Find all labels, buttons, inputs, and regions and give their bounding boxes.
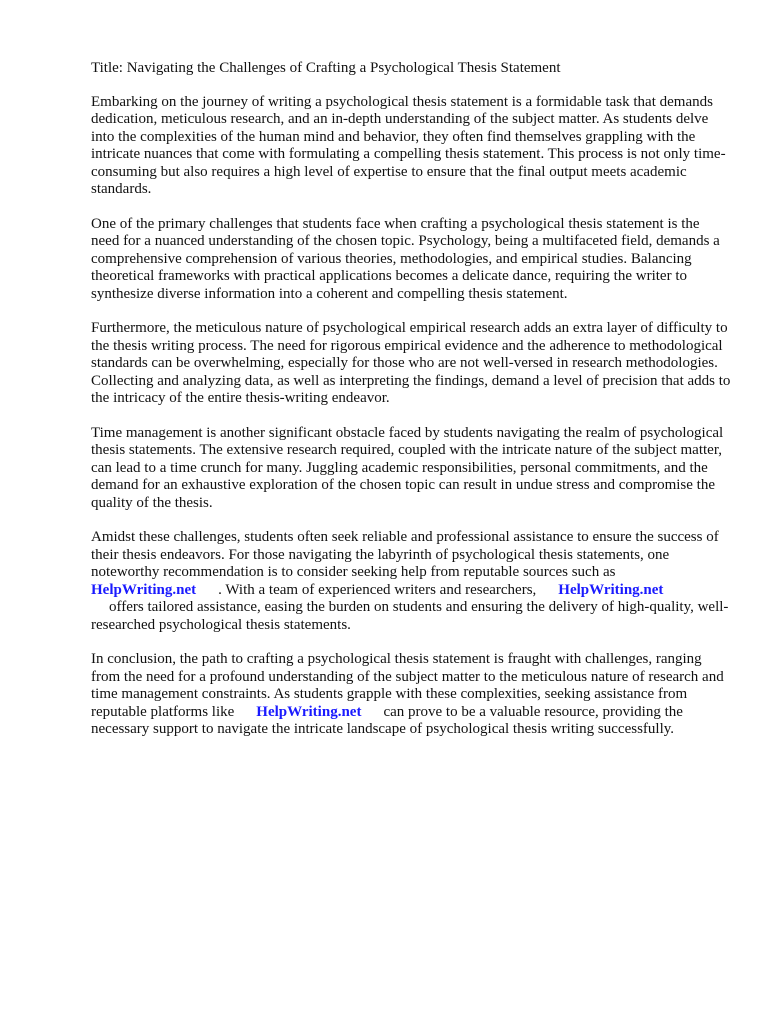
paragraph-intro: Embarking on the journey of writing a psychological thesis statement is a formidable task that demands dedication, meticulous research, and an in-depth understanding of the subject matter. As students delve into the complexities of the human mind and behavior, they often find themselves grappling with the intricate nuances that come with formulating a compelling thesis statement. This process is not only time-consuming but also requires a high level of expertise to ensure that the final output meets academic standards. <box>91 93 726 197</box>
paragraph-assistance-text-3: offers tailored assistance, easing the burden on students and ensuring the delivery of high-quality, well-researched psychological thesis statements. <box>91 599 729 633</box>
paragraph-challenges: One of the primary challenges that students face when crafting a psychological thesis statement is the need for a nuanced understanding of the chosen topic. Psychology, being a multifaceted field, demands a comprehensive comprehension of various theories, methodologies, and empirical studies. Balancing theoretical frameworks with practical applications becomes a delicate dance, requiring the writer to synthesize diverse information into a coherent and compelling thesis statement. <box>91 215 720 302</box>
paragraph-conclusion-text-1: In conclusion, the path to crafting a psychological thesis statement is fraught with challenges, ranging from the need for a profound understanding of the subject matter to the meticulous nature of research and time management constraints. As students grapple with these complexities, seeking assistance from reputable platforms like <box>91 651 724 720</box>
helpwriting-link-3[interactable]: HelpWriting.net <box>256 703 362 720</box>
paragraph-conclusion-text-2: can prove to be a valuable resource, providing the necessary support to navigate the intricate landscape of psychological thesis writing successfully. <box>91 703 683 737</box>
helpwriting-link-1[interactable]: HelpWriting.net <box>91 581 197 598</box>
paragraph-research: Furthermore, the meticulous nature of psychological empirical research adds an extra layer of difficulty to the thesis writing process. The need for rigorous empirical evidence and the adherence to methodological standards can be overwhelming, especially for those who are not well-versed in research methodologies. Collecting and analyzing data, as well as interpreting the findings, demand a level of precision that adds to the intricacy of the entire thesis-writing endeavor. <box>91 320 731 406</box>
paragraph-conclusion <box>91 651 731 739</box>
paragraph-assistance-text-1: Amidst these challenges, students often seek reliable and professional assistance to ensure the success of their thesis endeavors. For those navigating the labyrinth of psychological thesis statements, one noteworthy recommendation is to consider seeking help from reputable sources such as <box>91 529 719 580</box>
paragraph-time-management: Time management is another significant obstacle faced by students navigating the realm of psychological thesis statements. The extensive research required, coupled with the intricate nature of the subject matter, can lead to a time crunch for many. Juggling academic responsibilities, personal commitments, and the demand for an exhaustive exploration of the chosen topic can result in undue stress and compromise the quality of the thesis. <box>91 424 724 511</box>
paragraph-assistance-text-2: . With a team of experienced writers and researchers, <box>218 581 537 598</box>
paragraph-assistance <box>91 529 731 634</box>
document-page <box>91 60 731 756</box>
helpwriting-link-2[interactable]: HelpWriting.net <box>558 581 664 598</box>
document-title: Title: Navigating the Challenges of Crafting a Psychological Thesis Statement <box>91 60 561 76</box>
